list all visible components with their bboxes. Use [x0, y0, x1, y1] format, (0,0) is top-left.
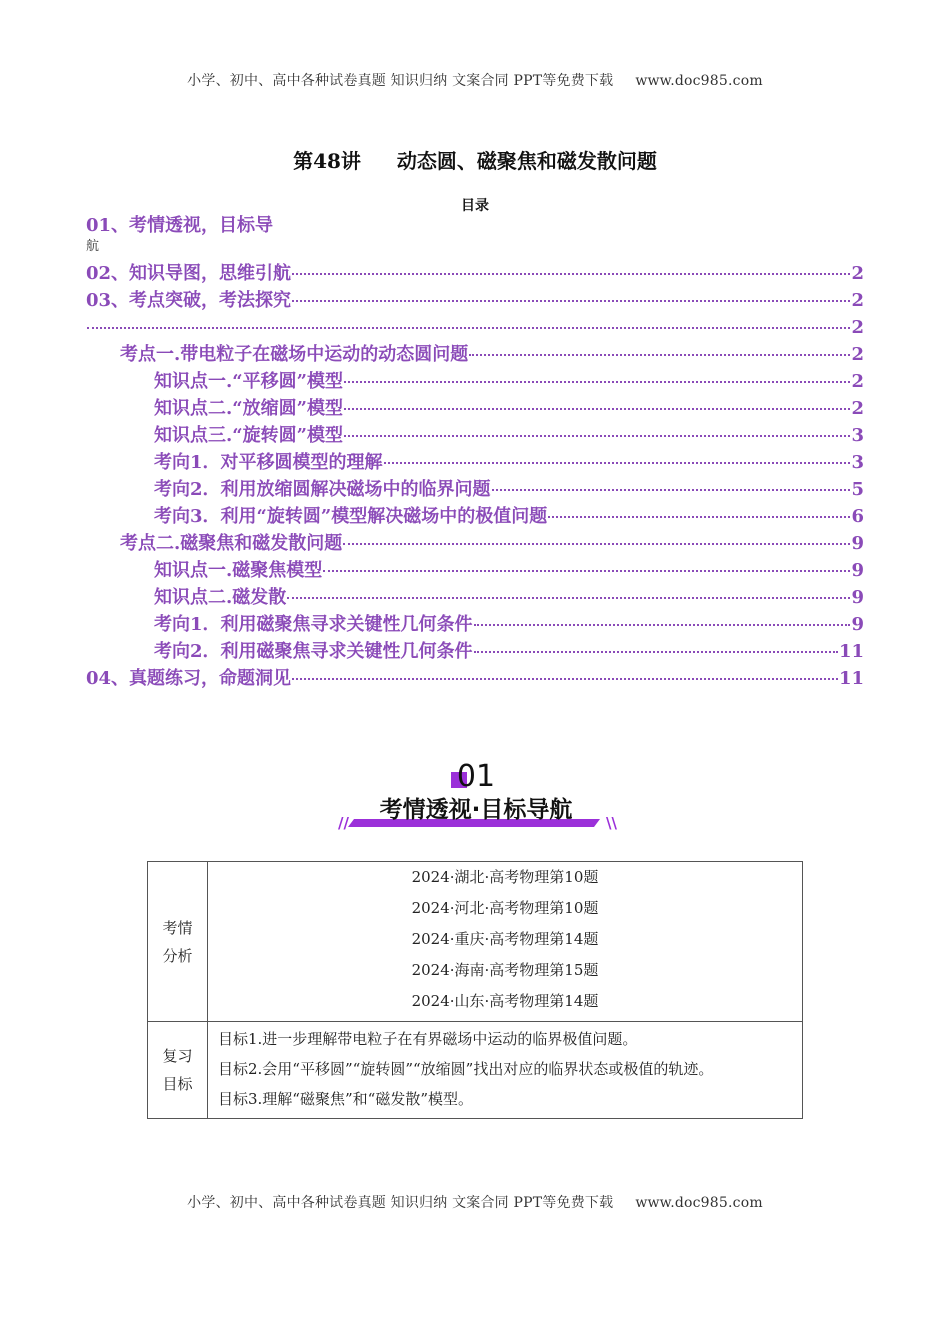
toc-item-label: 01、考情透视，目标导: [86, 215, 274, 236]
lecture-number: 第48讲: [293, 149, 361, 173]
toc-item[interactable]: [86, 557, 864, 584]
toc-item[interactable]: [86, 395, 864, 422]
toc-item-label: 航: [86, 239, 100, 254]
page-title: [0, 145, 950, 174]
header-text: 小学、初中、高中各种试卷真题 知识归纳 文案合同 PPT等免费下载: [187, 73, 614, 89]
table-row: [148, 862, 803, 1022]
review-label-line2: 目标: [162, 1075, 193, 1093]
toc-item-label: 知识点三.“旋转圆”模型: [154, 425, 343, 446]
toc-item[interactable]: [86, 638, 864, 665]
section-banner: [330, 755, 622, 835]
section-title: 考情透视·目标导航: [379, 797, 573, 823]
toc-item-label: 考向2．利用磁聚焦寻求关键性几何条件: [154, 641, 473, 662]
toc-item-page: 9: [851, 614, 864, 635]
toc-item-page: 2: [851, 344, 864, 365]
exam-item: 2024·湖北·高考物理第10题: [411, 868, 599, 886]
toc-item[interactable]: [86, 368, 864, 395]
exam-analysis-table: [147, 861, 803, 1119]
exam-item: 2024·重庆·高考物理第14题: [411, 930, 599, 948]
toc-item-label: 知识点一.磁聚焦模型: [154, 560, 323, 581]
toc-item[interactable]: [86, 341, 864, 368]
toc-item-label: 04、真题练习，命题洞见: [86, 668, 292, 689]
toc-item-page: 5: [851, 479, 864, 500]
goal-item: 目标3.理解“磁聚焦”和“磁发散”模型。: [218, 1090, 473, 1108]
toc-item-page: 3: [851, 452, 864, 473]
exam-list-cell: [208, 862, 803, 1022]
toc-item-label: 02、知识导图，思维引航: [86, 263, 292, 284]
exam-item: 2024·海南·高考物理第15题: [411, 961, 599, 979]
analysis-label-line1: 考情: [162, 918, 193, 937]
section-number: 01: [456, 759, 496, 794]
toc-item-01-wrap[interactable]: [86, 240, 864, 260]
toc-item-label: 知识点二.“放缩圆”模型: [154, 398, 343, 419]
toc-item-01[interactable]: [86, 212, 864, 240]
toc-heading: 目录: [461, 198, 489, 214]
toc-item[interactable]: [86, 287, 864, 314]
exam-item: 2024·河北·高考物理第10题: [411, 899, 599, 917]
table-row: [148, 1022, 803, 1119]
toc-item[interactable]: [86, 503, 864, 530]
toc-item-label: 知识点二.磁发散: [154, 587, 287, 608]
toc-item[interactable]: [86, 314, 864, 341]
toc-item-page: 3: [851, 425, 864, 446]
toc-item[interactable]: [86, 422, 864, 449]
toc-item-page: 6: [851, 506, 864, 527]
footer-text: 小学、初中、高中各种试卷真题 知识归纳 文案合同 PPT等免费下载: [187, 1195, 614, 1211]
toc-item-label: 考点一.带电粒子在磁场中运动的动态圆问题: [120, 344, 469, 365]
toc-item[interactable]: [86, 584, 864, 611]
toc-item-page: 2: [851, 317, 864, 338]
toc-item-label: 考向1．对平移圆模型的理解: [154, 452, 383, 473]
lecture-topic: 动态圆、磁聚焦和磁发散问题: [396, 149, 657, 173]
toc-item-page: 2: [851, 290, 864, 311]
toc-item[interactable]: [86, 611, 864, 638]
toc-item-page: 2: [851, 263, 864, 284]
header-site[interactable]: www.doc985.com: [635, 73, 763, 89]
goal-item: 目标2.会用“平移圆”“旋转圆”“放缩圆”找出对应的临界状态或极值的轨迹。: [218, 1060, 714, 1078]
goal-item: 目标1.进一步理解带电粒子在有界磁场中运动的临界极值问题。: [218, 1030, 638, 1048]
toc-item[interactable]: [86, 530, 864, 557]
toc-item-page: 11: [838, 668, 864, 689]
analysis-label-line2: 分析: [162, 946, 193, 965]
toc-item-page: 9: [851, 587, 864, 608]
toc-item-page: 11: [838, 641, 864, 662]
banner-slash-right-icon: \\: [606, 814, 617, 832]
review-label-line1: 复习: [162, 1047, 193, 1065]
toc-item[interactable]: [86, 476, 864, 503]
goals-cell: [208, 1022, 803, 1119]
toc-item-page: 9: [851, 560, 864, 581]
toc-item[interactable]: [86, 260, 864, 287]
toc-item-page: 2: [851, 371, 864, 392]
page-header: [0, 70, 950, 90]
toc-item-label: 考点二.磁聚焦和磁发散问题: [120, 533, 343, 554]
page-footer: [0, 1192, 950, 1212]
review-label-cell: [148, 1022, 208, 1119]
footer-site[interactable]: www.doc985.com: [635, 1195, 763, 1211]
toc-item-label: 考向1．利用磁聚焦寻求关键性几何条件: [154, 614, 473, 635]
toc-item-page: 9: [851, 533, 864, 554]
toc-item-page: 2: [851, 398, 864, 419]
toc-item[interactable]: [86, 665, 864, 692]
toc-item-label: 知识点一.“平移圆”模型: [154, 371, 343, 392]
toc-item-label: 03、考点突破，考法探究: [86, 290, 292, 311]
analysis-label-cell: [148, 862, 208, 1022]
table-of-contents: [86, 212, 864, 692]
toc-item[interactable]: [86, 449, 864, 476]
banner-slash-left-icon: //: [338, 814, 349, 832]
exam-item: 2024·山东·高考物理第14题: [411, 992, 599, 1010]
toc-item-label: 考向3．利用“旋转圆”模型解决磁场中的极值问题: [154, 506, 548, 527]
toc-item-label: 考向2．利用放缩圆解决磁场中的临界问题: [154, 479, 491, 500]
